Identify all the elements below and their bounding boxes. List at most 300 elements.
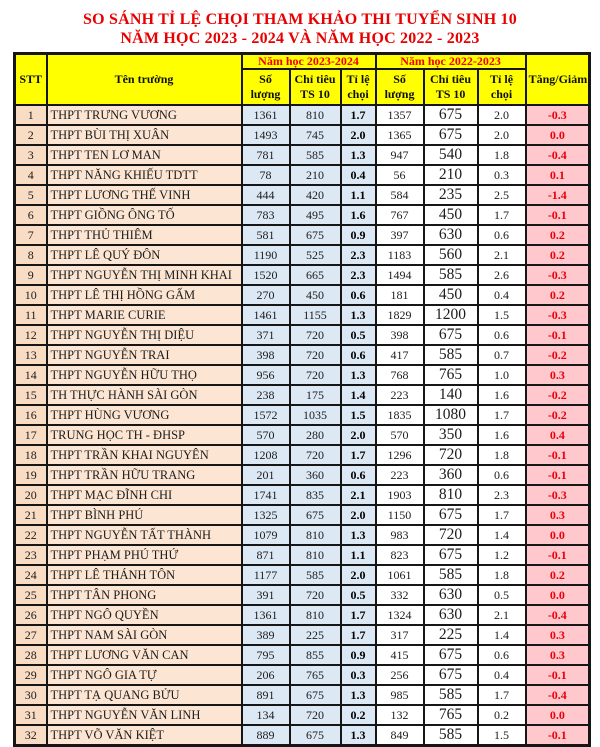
table-row — [15, 125, 590, 145]
cell-school-name: THPT LƯƠNG THẾ VINH — [47, 185, 242, 205]
table-row — [15, 285, 590, 305]
cell-quantity-2022: 1365 — [376, 125, 424, 145]
cell-ratio-2022: 0.6 — [478, 645, 526, 665]
cell-ratio-2022: 1.4 — [478, 525, 526, 545]
cell-quota-2023: 720 — [290, 365, 341, 385]
cell-stt: 30 — [15, 685, 47, 705]
cell-stt: 15 — [15, 385, 47, 405]
table-header — [15, 54, 590, 106]
cell-quantity-2022: 983 — [376, 525, 424, 545]
cell-ratio-2022: 2.1 — [478, 605, 526, 625]
cell-stt: 21 — [15, 505, 47, 525]
cell-quantity-2022: 398 — [376, 325, 424, 345]
cell-ratio-2022: 0.3 — [478, 165, 526, 185]
cell-ratio-2022: 1.6 — [478, 425, 526, 445]
table-row — [15, 365, 590, 385]
table-row — [15, 325, 590, 345]
header-diff: Tăng/Giảm — [526, 54, 590, 106]
header-stt: STT — [15, 54, 47, 106]
cell-stt: 13 — [15, 345, 47, 365]
cell-stt: 19 — [15, 465, 47, 485]
cell-ratio-2022: 1.8 — [478, 145, 526, 165]
cell-quota-2023: 745 — [290, 125, 341, 145]
cell-quota-2022: 235 — [424, 185, 478, 205]
cell-ratio-2023: 1.3 — [341, 725, 376, 746]
cell-diff: 0.4 — [526, 425, 590, 445]
cell-quantity-2023: 891 — [242, 685, 290, 705]
cell-ratio-2022: 1.7 — [478, 405, 526, 425]
table-row — [15, 405, 590, 425]
cell-quantity-2022: 132 — [376, 705, 424, 725]
table-row — [15, 465, 590, 485]
cell-ratio-2023: 2.0 — [341, 125, 376, 145]
cell-quantity-2023: 270 — [242, 285, 290, 305]
cell-quota-2023: 810 — [290, 525, 341, 545]
cell-diff: -0.1 — [526, 325, 590, 345]
cell-quota-2022: 630 — [424, 225, 478, 245]
cell-school-name: THPT BÌNH PHÚ — [47, 505, 242, 525]
cell-ratio-2023: 2.0 — [341, 505, 376, 525]
cell-school-name: THPT NGUYỄN THỊ MINH KHAI — [47, 265, 242, 285]
cell-stt: 2 — [15, 125, 47, 145]
cell-quantity-2022: 947 — [376, 145, 424, 165]
cell-school-name: THPT TẠ QUANG BỬU — [47, 685, 242, 705]
table-body — [15, 105, 590, 746]
cell-quantity-2023: 1493 — [242, 125, 290, 145]
cell-ratio-2023: 2.3 — [341, 265, 376, 285]
cell-quantity-2023: 781 — [242, 145, 290, 165]
cell-quantity-2023: 795 — [242, 645, 290, 665]
cell-quota-2023: 675 — [290, 685, 341, 705]
header-ratio-2023: Tỉ lệ chọi — [341, 69, 376, 105]
table-row — [15, 685, 590, 705]
cell-stt: 7 — [15, 225, 47, 245]
cell-school-name: THPT NGÔ GIA TỰ — [47, 665, 242, 685]
cell-ratio-2022: 0.4 — [478, 665, 526, 685]
cell-quantity-2023: 1361 — [242, 105, 290, 125]
cell-quota-2023: 1155 — [290, 305, 341, 325]
cell-quantity-2023: 1461 — [242, 305, 290, 325]
cell-diff: 0.0 — [526, 705, 590, 725]
header-quota-2022: Chỉ tiêu TS 10 — [424, 69, 478, 105]
cell-quantity-2022: 584 — [376, 185, 424, 205]
cell-ratio-2023: 0.5 — [341, 325, 376, 345]
cell-quantity-2023: 1079 — [242, 525, 290, 545]
cell-quantity-2023: 201 — [242, 465, 290, 485]
cell-quota-2023: 810 — [290, 605, 341, 625]
cell-quantity-2022: 223 — [376, 385, 424, 405]
table-row — [15, 545, 590, 565]
cell-ratio-2023: 0.5 — [341, 585, 376, 605]
cell-school-name: THPT NGUYỄN VĂN LINH — [47, 705, 242, 725]
cell-ratio-2023: 0.6 — [341, 285, 376, 305]
cell-stt: 28 — [15, 645, 47, 665]
cell-quota-2022: 810 — [424, 485, 478, 505]
cell-school-name: THPT TRẦN HỮU TRANG — [47, 465, 242, 485]
cell-diff: -0.2 — [526, 405, 590, 425]
cell-school-name: THPT BÙI THỊ XUÂN — [47, 125, 242, 145]
cell-quantity-2022: 332 — [376, 585, 424, 605]
cell-ratio-2022: 1.8 — [478, 565, 526, 585]
cell-quota-2023: 525 — [290, 245, 341, 265]
cell-ratio-2023: 1.7 — [341, 625, 376, 645]
cell-quota-2023: 210 — [290, 165, 341, 185]
cell-diff: 0.0 — [526, 525, 590, 545]
cell-ratio-2023: 1.1 — [341, 185, 376, 205]
cell-quota-2022: 560 — [424, 245, 478, 265]
cell-quota-2022: 225 — [424, 625, 478, 645]
cell-quota-2022: 720 — [424, 525, 478, 545]
cell-diff: -0.3 — [526, 105, 590, 125]
cell-ratio-2023: 1.3 — [341, 305, 376, 325]
cell-stt: 20 — [15, 485, 47, 505]
cell-ratio-2022: 0.6 — [478, 225, 526, 245]
page — [0, 10, 600, 743]
title-line-2: NĂM HỌC 2023 - 2024 VÀ NĂM HỌC 2022 - 2023 — [120, 30, 480, 47]
cell-diff: -0.1 — [526, 205, 590, 225]
cell-ratio-2022: 2.1 — [478, 245, 526, 265]
cell-school-name: THPT TÂN PHONG — [47, 585, 242, 605]
table-row — [15, 705, 590, 725]
cell-ratio-2022: 1.2 — [478, 545, 526, 565]
cell-stt: 23 — [15, 545, 47, 565]
cell-quantity-2023: 444 — [242, 185, 290, 205]
cell-ratio-2023: 0.6 — [341, 345, 376, 365]
cell-ratio-2023: 1.3 — [341, 145, 376, 165]
cell-quantity-2023: 783 — [242, 205, 290, 225]
cell-quantity-2023: 1208 — [242, 445, 290, 465]
cell-school-name: TRUNG HỌC TH - ĐHSP — [47, 425, 242, 445]
cell-stt: 17 — [15, 425, 47, 445]
cell-ratio-2023: 0.2 — [341, 705, 376, 725]
cell-ratio-2022: 0.7 — [478, 345, 526, 365]
cell-quota-2022: 675 — [424, 105, 478, 125]
table-row — [15, 145, 590, 165]
cell-stt: 16 — [15, 405, 47, 425]
table-row — [15, 305, 590, 325]
table-row — [15, 165, 590, 185]
cell-school-name: THPT LÊ THỊ HỒNG GẤM — [47, 285, 242, 305]
page-title — [0, 10, 600, 48]
cell-quota-2022: 585 — [424, 565, 478, 585]
cell-school-name: THPT THỦ THIÊM — [47, 225, 242, 245]
cell-quota-2022: 585 — [424, 725, 478, 746]
cell-stt: 14 — [15, 365, 47, 385]
cell-quantity-2023: 134 — [242, 705, 290, 725]
header-year-2023-2024: Năm học 2023-2024 — [242, 54, 376, 70]
cell-quantity-2022: 1183 — [376, 245, 424, 265]
cell-quota-2022: 720 — [424, 445, 478, 465]
cell-quantity-2022: 1494 — [376, 265, 424, 285]
cell-ratio-2022: 2.0 — [478, 125, 526, 145]
cell-quota-2023: 225 — [290, 625, 341, 645]
cell-quantity-2022: 1061 — [376, 565, 424, 585]
cell-ratio-2022: 1.5 — [478, 725, 526, 746]
table-row — [15, 425, 590, 445]
table-row — [15, 725, 590, 746]
cell-ratio-2023: 1.7 — [341, 105, 376, 125]
cell-school-name: THPT TEN LƠ MAN — [47, 145, 242, 165]
cell-ratio-2022: 2.0 — [478, 105, 526, 125]
cell-quota-2023: 495 — [290, 205, 341, 225]
table-row — [15, 205, 590, 225]
cell-stt: 25 — [15, 585, 47, 605]
cell-quota-2023: 585 — [290, 145, 341, 165]
cell-stt: 6 — [15, 205, 47, 225]
cell-diff: -0.3 — [526, 265, 590, 285]
table-row — [15, 665, 590, 685]
cell-quota-2022: 1080 — [424, 405, 478, 425]
cell-ratio-2022: 1.7 — [478, 205, 526, 225]
cell-school-name: THPT MARIE CURIE — [47, 305, 242, 325]
cell-quota-2022: 585 — [424, 265, 478, 285]
cell-quantity-2022: 767 — [376, 205, 424, 225]
cell-school-name: TH THỰC HÀNH SÀI GÒN — [47, 385, 242, 405]
cell-ratio-2023: 0.9 — [341, 645, 376, 665]
cell-ratio-2023: 1.7 — [341, 605, 376, 625]
cell-quantity-2023: 1177 — [242, 565, 290, 585]
cell-quota-2023: 1035 — [290, 405, 341, 425]
cell-stt: 24 — [15, 565, 47, 585]
table-row — [15, 245, 590, 265]
cell-ratio-2022: 1.0 — [478, 365, 526, 385]
cell-school-name: THPT MẠC ĐĨNH CHI — [47, 485, 242, 505]
cell-quantity-2023: 1741 — [242, 485, 290, 505]
cell-quantity-2023: 889 — [242, 725, 290, 746]
cell-ratio-2022: 1.5 — [478, 305, 526, 325]
table-row — [15, 625, 590, 645]
cell-diff: -0.4 — [526, 685, 590, 705]
cell-quota-2023: 720 — [290, 705, 341, 725]
cell-quantity-2022: 256 — [376, 665, 424, 685]
header-school-name: Tên trường — [47, 54, 242, 106]
cell-diff: -0.1 — [526, 725, 590, 746]
cell-ratio-2023: 1.3 — [341, 685, 376, 705]
cell-quota-2023: 675 — [290, 725, 341, 746]
cell-quantity-2022: 417 — [376, 345, 424, 365]
cell-stt: 27 — [15, 625, 47, 645]
cell-ratio-2022: 0.2 — [478, 705, 526, 725]
cell-stt: 22 — [15, 525, 47, 545]
cell-quota-2022: 675 — [424, 665, 478, 685]
cell-stt: 29 — [15, 665, 47, 685]
cell-diff: 0.3 — [526, 505, 590, 525]
cell-quota-2023: 720 — [290, 585, 341, 605]
cell-ratio-2022: 2.6 — [478, 265, 526, 285]
cell-diff: -0.4 — [526, 145, 590, 165]
cell-stt: 11 — [15, 305, 47, 325]
cell-quantity-2023: 1190 — [242, 245, 290, 265]
header-year-2022-2023: Năm học 2022-2023 — [376, 54, 526, 70]
cell-diff: -0.1 — [526, 445, 590, 465]
cell-quantity-2022: 849 — [376, 725, 424, 746]
cell-stt: 12 — [15, 325, 47, 345]
cell-school-name: THPT VÕ VĂN KIỆT — [47, 725, 242, 746]
cell-diff: -0.2 — [526, 385, 590, 405]
comparison-table — [13, 52, 591, 747]
cell-ratio-2023: 2.3 — [341, 245, 376, 265]
cell-quantity-2023: 1325 — [242, 505, 290, 525]
cell-stt: 1 — [15, 105, 47, 125]
cell-diff: 0.0 — [526, 125, 590, 145]
cell-quantity-2023: 956 — [242, 365, 290, 385]
cell-quota-2022: 630 — [424, 605, 478, 625]
cell-quota-2022: 765 — [424, 365, 478, 385]
cell-school-name: THPT TRẦN KHAI NGUYÊN — [47, 445, 242, 465]
cell-ratio-2022: 0.6 — [478, 325, 526, 345]
cell-quota-2023: 720 — [290, 325, 341, 345]
cell-quota-2023: 810 — [290, 105, 341, 125]
cell-diff: 0.3 — [526, 645, 590, 665]
cell-quota-2022: 210 — [424, 165, 478, 185]
cell-ratio-2023: 1.1 — [341, 545, 376, 565]
cell-quantity-2022: 1829 — [376, 305, 424, 325]
cell-quota-2022: 540 — [424, 145, 478, 165]
cell-school-name: THPT HÙNG VƯƠNG — [47, 405, 242, 425]
cell-school-name: THPT LÊ THÁNH TÔN — [47, 565, 242, 585]
cell-ratio-2022: 1.4 — [478, 625, 526, 645]
cell-quota-2023: 720 — [290, 445, 341, 465]
cell-quantity-2022: 181 — [376, 285, 424, 305]
cell-quota-2023: 765 — [290, 665, 341, 685]
cell-ratio-2023: 1.7 — [341, 445, 376, 465]
cell-ratio-2022: 1.6 — [478, 385, 526, 405]
cell-ratio-2023: 2.0 — [341, 425, 376, 445]
cell-ratio-2023: 0.4 — [341, 165, 376, 185]
cell-school-name: THPT GIỒNG ÔNG TỐ — [47, 205, 242, 225]
cell-quota-2022: 765 — [424, 705, 478, 725]
cell-quota-2023: 855 — [290, 645, 341, 665]
cell-quantity-2022: 1357 — [376, 105, 424, 125]
cell-quota-2022: 360 — [424, 465, 478, 485]
table-row — [15, 225, 590, 245]
cell-quantity-2022: 223 — [376, 465, 424, 485]
cell-quantity-2023: 570 — [242, 425, 290, 445]
cell-quantity-2023: 391 — [242, 585, 290, 605]
cell-quantity-2022: 1150 — [376, 505, 424, 525]
cell-stt: 26 — [15, 605, 47, 625]
cell-ratio-2023: 1.6 — [341, 205, 376, 225]
cell-ratio-2023: 0.9 — [341, 225, 376, 245]
table-row — [15, 505, 590, 525]
cell-stt: 8 — [15, 245, 47, 265]
table-row — [15, 485, 590, 505]
cell-quota-2023: 585 — [290, 565, 341, 585]
cell-stt: 4 — [15, 165, 47, 185]
header-quota-2023: Chỉ tiêu TS 10 — [290, 69, 341, 105]
cell-ratio-2022: 2.3 — [478, 485, 526, 505]
cell-quantity-2022: 56 — [376, 165, 424, 185]
cell-quantity-2022: 1296 — [376, 445, 424, 465]
table-row — [15, 525, 590, 545]
cell-quantity-2022: 570 — [376, 425, 424, 445]
table-row — [15, 645, 590, 665]
table-row — [15, 345, 590, 365]
cell-quota-2022: 1200 — [424, 305, 478, 325]
cell-stt: 31 — [15, 705, 47, 725]
cell-quantity-2023: 389 — [242, 625, 290, 645]
table-row — [15, 385, 590, 405]
table-row — [15, 565, 590, 585]
cell-quantity-2023: 238 — [242, 385, 290, 405]
cell-quantity-2022: 985 — [376, 685, 424, 705]
cell-diff: -0.1 — [526, 465, 590, 485]
cell-school-name: THPT NGUYỄN THỊ DIỆU — [47, 325, 242, 345]
table-row — [15, 445, 590, 465]
cell-quota-2023: 665 — [290, 265, 341, 285]
header-quantity-2023: Số lượng — [242, 69, 290, 105]
cell-school-name: THPT NGUYỄN TẤT THÀNH — [47, 525, 242, 545]
cell-ratio-2023: 0.6 — [341, 465, 376, 485]
header-ratio-2022: Tỉ lệ chọi — [478, 69, 526, 105]
cell-school-name: THPT NGUYỄN TRAI — [47, 345, 242, 365]
cell-school-name: THPT NGUYỄN HỮU THỌ — [47, 365, 242, 385]
cell-quantity-2022: 768 — [376, 365, 424, 385]
cell-stt: 9 — [15, 265, 47, 285]
cell-quota-2023: 280 — [290, 425, 341, 445]
title-line-1: SO SÁNH TỈ LỆ CHỌI THAM KHẢO THI TUYỂN SINH 10 — [83, 11, 517, 28]
cell-ratio-2023: 0.3 — [341, 665, 376, 685]
cell-quota-2023: 420 — [290, 185, 341, 205]
cell-quota-2022: 450 — [424, 205, 478, 225]
cell-diff: -0.3 — [526, 305, 590, 325]
cell-school-name: THPT NAM SÀI GÒN — [47, 625, 242, 645]
cell-ratio-2023: 1.5 — [341, 405, 376, 425]
cell-stt: 3 — [15, 145, 47, 165]
cell-stt: 32 — [15, 725, 47, 746]
table-row — [15, 585, 590, 605]
cell-school-name: THPT LÊ QUÝ ĐÔN — [47, 245, 242, 265]
cell-quota-2022: 450 — [424, 285, 478, 305]
header-quantity-2022: Số lượng — [376, 69, 424, 105]
cell-stt: 10 — [15, 285, 47, 305]
cell-quota-2022: 140 — [424, 385, 478, 405]
cell-ratio-2023: 2.0 — [341, 565, 376, 585]
cell-diff: 0.0 — [526, 585, 590, 605]
cell-quantity-2023: 206 — [242, 665, 290, 685]
cell-quota-2022: 675 — [424, 125, 478, 145]
cell-quota-2022: 675 — [424, 545, 478, 565]
cell-diff: -0.1 — [526, 665, 590, 685]
cell-stt: 5 — [15, 185, 47, 205]
cell-ratio-2022: 0.5 — [478, 585, 526, 605]
table-row — [15, 265, 590, 285]
cell-quantity-2023: 1572 — [242, 405, 290, 425]
cell-quota-2023: 835 — [290, 485, 341, 505]
cell-diff: 0.2 — [526, 565, 590, 585]
cell-quantity-2022: 1903 — [376, 485, 424, 505]
cell-quantity-2022: 317 — [376, 625, 424, 645]
cell-diff: 0.3 — [526, 365, 590, 385]
cell-ratio-2023: 1.4 — [341, 385, 376, 405]
table-row — [15, 105, 590, 125]
cell-ratio-2022: 2.5 — [478, 185, 526, 205]
cell-quantity-2023: 78 — [242, 165, 290, 185]
cell-diff: -0.3 — [526, 485, 590, 505]
cell-quota-2022: 675 — [424, 505, 478, 525]
cell-ratio-2022: 1.8 — [478, 445, 526, 465]
cell-quantity-2023: 371 — [242, 325, 290, 345]
cell-quantity-2022: 1324 — [376, 605, 424, 625]
cell-ratio-2022: 1.7 — [478, 505, 526, 525]
cell-diff: 0.1 — [526, 165, 590, 185]
cell-ratio-2022: 0.6 — [478, 465, 526, 485]
cell-quantity-2022: 415 — [376, 645, 424, 665]
cell-quota-2022: 585 — [424, 345, 478, 365]
table-row — [15, 185, 590, 205]
cell-ratio-2023: 1.3 — [341, 525, 376, 545]
cell-diff: 0.2 — [526, 245, 590, 265]
